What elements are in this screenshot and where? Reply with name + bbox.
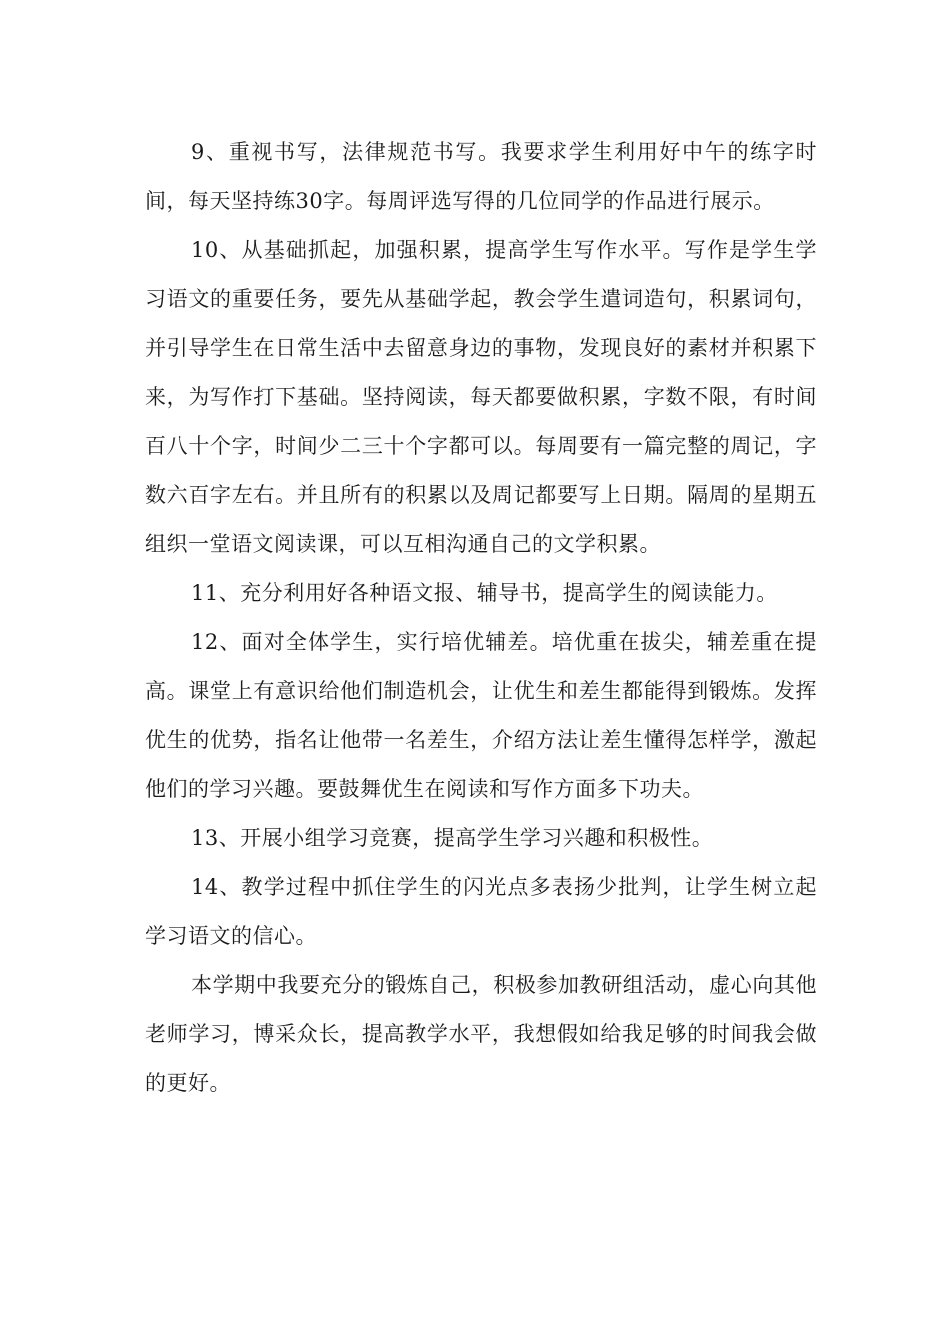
closing-paragraph: 本学期中我要充分的锻炼自己，积极参加教研组活动，虚心向其他老师学习，博采众长，提高教学水平，我想假如给我足够的时间我会做的更好。 bbox=[145, 973, 817, 1095]
paragraph-item-11: 11、充分利用好各种语文报、辅导书，提高学生的阅读能力。 bbox=[191, 581, 778, 605]
paragraph-item-10: 10、从基础抓起，加强积累，提高学生写作水平。写作是学生学习语文的重要任务，要先从基础学起，教会学生遣词造句，积累词句，并引导学生在日常生活中去留意身边的事物，发现良好的素材并积累下来，为写作打下基础。坚持阅读，每天都要做积累，字数不限，有时间百八十个字，时间少二三十个字都可以。每周要有一篇完整的周记，字数六百字左右。并且所有的积累以及周记都要写上日期。隔周的星期五组织一堂语文阅读课，可以互相沟通自己的文学积累。 bbox=[145, 238, 817, 556]
paragraph-item-14: 14、教学过程中抓住学生的闪光点多表扬少批判，让学生树立起学习语文的信心。 bbox=[145, 875, 817, 948]
paragraph-item-13: 13、开展小组学习竞赛，提高学生学习兴趣和积极性。 bbox=[191, 826, 714, 850]
paragraph-item-9: 9、重视书写，法律规范书写。我要求学生利用好中午的练字时间，每天坚持练30字。每周评选写得的几位同学的作品进行展示。 bbox=[145, 140, 817, 213]
document-body bbox=[145, 128, 817, 1108]
paragraph-item-12: 12、面对全体学生，实行培优辅差。培优重在拔尖，辅差重在提高。课堂上有意识给他们制造机会，让优生和差生都能得到锻炼。发挥优生的优势，指名让他带一名差生，介绍方法让差生懂得怎样学，激起他们的学习兴趣。要鼓舞优生在阅读和写作方面多下功夫。 bbox=[145, 630, 817, 801]
